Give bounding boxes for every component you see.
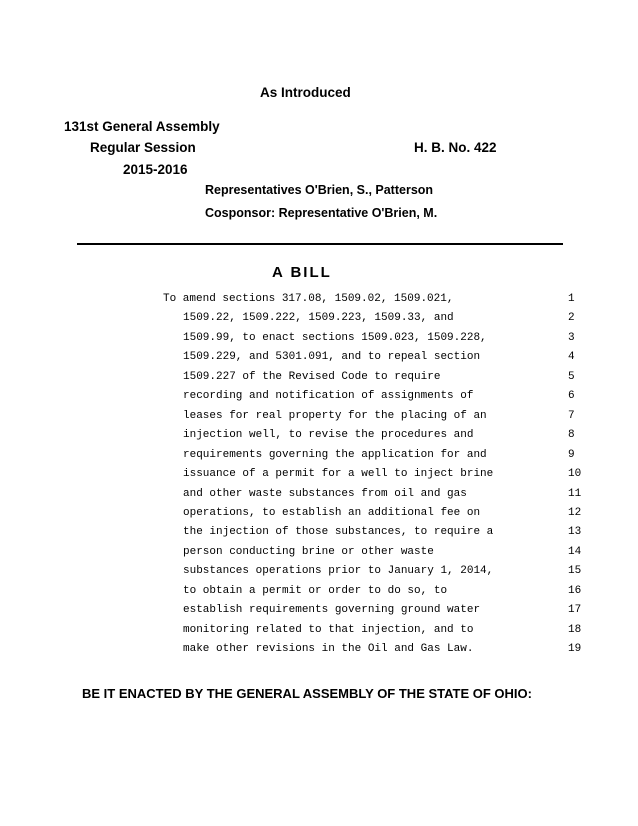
line-number: 1: [568, 293, 575, 305]
line-number: 13: [568, 526, 582, 538]
session-label: Regular Session: [90, 140, 196, 155]
bill-line-text: person conducting brine or other waste: [183, 546, 434, 558]
enacting-clause: BE IT ENACTED BY THE GENERAL ASSEMBLY OF THE STATE OF OHIO:: [82, 686, 532, 701]
bill-number: H. B. No. 422: [414, 140, 497, 155]
bill-status: As Introduced: [260, 85, 351, 100]
line-number: 10: [568, 468, 582, 480]
bill-line-text: issuance of a permit for a well to inject brine: [183, 468, 494, 480]
bill-line-text: and other waste substances from oil and gas: [183, 488, 467, 500]
line-number: 4: [568, 351, 575, 363]
line-number: 12: [568, 507, 582, 519]
bill-line-text: the injection of those substances, to require a: [183, 526, 494, 538]
bill-line-text: 1509.22, 1509.222, 1509.223, 1509.33, and: [183, 312, 454, 324]
line-number: 9: [568, 449, 575, 461]
line-number: 7: [568, 410, 575, 422]
bill-line-text: 1509.229, and 5301.091, and to repeal section: [183, 351, 481, 363]
bill-line-text: To amend sections 317.08, 1509.02, 1509.021,: [163, 293, 454, 305]
line-number: 14: [568, 546, 582, 558]
bill-line-text: 1509.227 of the Revised Code to require: [183, 371, 441, 383]
line-number: 2: [568, 312, 575, 324]
line-number: 15: [568, 565, 582, 577]
bill-line-text: make other revisions in the Oil and Gas Law.: [183, 643, 474, 655]
bill-line-text: substances operations prior to January 1, 2014,: [183, 565, 494, 577]
general-assembly: 131st General Assembly: [64, 119, 220, 134]
line-number: 18: [568, 624, 582, 636]
line-number: 11: [568, 488, 582, 500]
line-number: 17: [568, 604, 582, 616]
session-years: 2015-2016: [123, 162, 188, 177]
sponsors: Representatives O'Brien, S., Patterson: [205, 183, 434, 197]
bill-line-text: recording and notification of assignments of: [183, 390, 474, 402]
bill-line-text: establish requirements governing ground water: [183, 604, 481, 616]
bill-line-text: 1509.99, to enact sections 1509.023, 1509.228,: [183, 332, 487, 344]
line-number: 5: [568, 371, 575, 383]
bill-line-text: leases for real property for the placing of an: [183, 410, 487, 422]
bill-line-text: operations, to establish an additional fee on: [183, 507, 481, 519]
bill-line-text: to obtain a permit or order to do so, to: [183, 585, 448, 597]
bill-line-text: requirements governing the application for and: [183, 449, 487, 461]
cosponsor: Cosponsor: Representative O'Brien, M.: [205, 206, 438, 220]
line-number: 3: [568, 332, 575, 344]
line-number: 8: [568, 429, 575, 441]
bill-line-text: monitoring related to that injection, and to: [183, 624, 474, 636]
bill-heading: A BILL: [272, 264, 332, 281]
line-number: 6: [568, 390, 575, 402]
line-number: 19: [568, 643, 582, 655]
bill-line-text: injection well, to revise the procedures and: [183, 429, 474, 441]
line-number: 16: [568, 585, 582, 597]
